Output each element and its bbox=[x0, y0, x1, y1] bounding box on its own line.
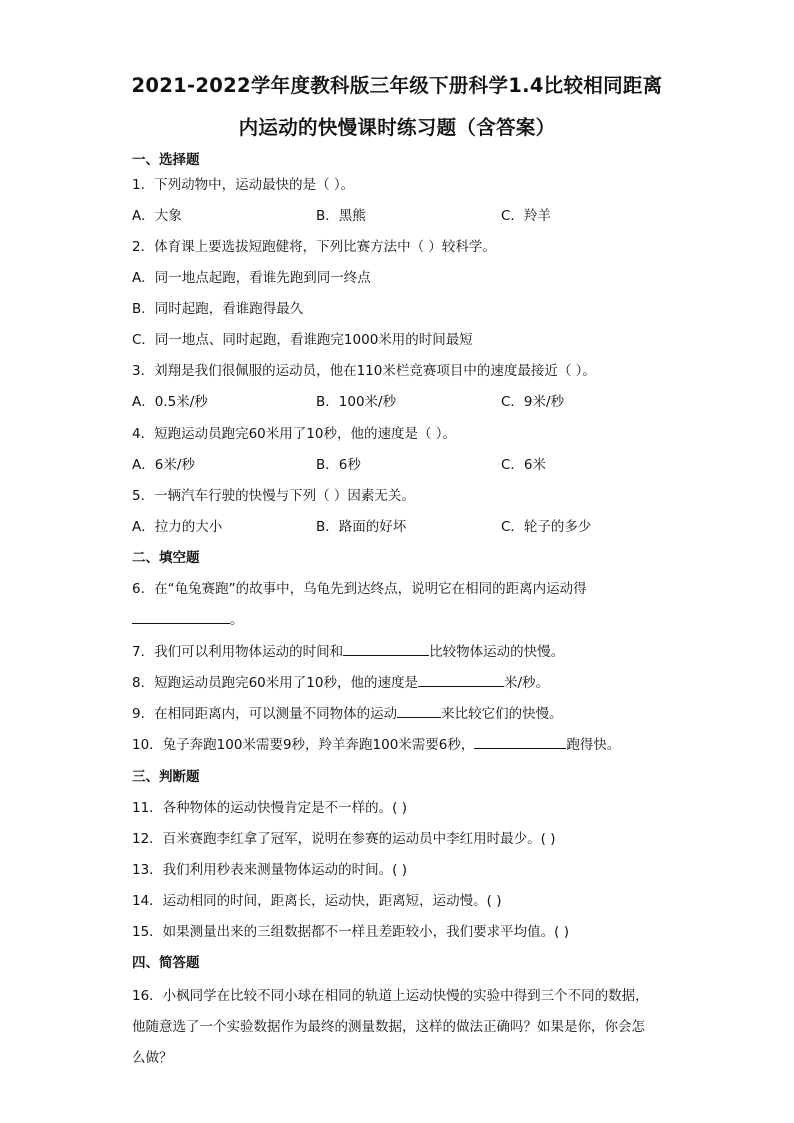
section-heading-fill: 二、填空题 bbox=[132, 550, 200, 566]
answer-blank[interactable] bbox=[132, 610, 230, 624]
q6-suffix: 。 bbox=[230, 612, 244, 628]
q1-option-b: B．黑熊 bbox=[316, 208, 366, 224]
answer-blank[interactable] bbox=[343, 642, 429, 656]
q5-option-c: C．轮子的多少 bbox=[501, 519, 592, 535]
q9-suffix: 来比较它们的快慢。 bbox=[441, 706, 563, 722]
q4-option-b: B．6秒 bbox=[316, 457, 361, 473]
q2-option-a: A．同一地点起跑，看谁先跑到同一终点 bbox=[132, 270, 371, 286]
q2-option-b: B．同时起跑，看谁跑得最久 bbox=[132, 301, 304, 317]
answer-blank[interactable] bbox=[397, 704, 441, 718]
question-14: 14．运动相同的时间，距离长，运动快，距离短，运动慢。( ) bbox=[132, 893, 502, 909]
page-title-line-1: 2021-2022学年度教科版三年级下册科学1.4比较相同距离 bbox=[131, 74, 663, 97]
q4-option-c: C．6米 bbox=[501, 457, 547, 473]
section-heading-short-answer: 四、简答题 bbox=[132, 955, 200, 971]
question-5: 5．一辆汽车行驶的快慢与下列（ ）因素无关。 bbox=[132, 488, 415, 504]
question-13: 13．我们利用秒表来测量物体运动的时间。( ) bbox=[132, 862, 408, 878]
section-heading-judge: 三、判断题 bbox=[132, 769, 200, 785]
question-9 bbox=[132, 702, 563, 722]
question-16-line-1: 16．小枫同学在比较不同小球在相同的轨道上运动快慢的实验中得到三个不同的数据， bbox=[132, 988, 649, 1004]
question-7 bbox=[132, 640, 564, 660]
q3-option-c: C．9米/秒 bbox=[501, 394, 565, 410]
question-16-line-3: 么做？ bbox=[132, 1050, 173, 1066]
question-12: 12．百米赛跑李红拿了冠军，说明在参赛的运动员中李红用时最少。( ) bbox=[132, 831, 556, 847]
q3-option-b: B．100米/秒 bbox=[316, 394, 397, 410]
question-8 bbox=[132, 671, 549, 691]
q8-prefix: 8．短跑运动员跑完60米用了10秒，他的速度是 bbox=[132, 675, 418, 691]
q10-suffix: 跑得快。 bbox=[566, 737, 621, 753]
question-16-line-2: 他随意选了一个实验数据作为最终的测量数据，这样的做法正确吗？如果是你，你会怎 bbox=[132, 1019, 645, 1035]
question-1: 1．下列动物中，运动最快的是（ ）。 bbox=[132, 177, 355, 193]
answer-blank[interactable] bbox=[474, 735, 566, 749]
question-6: 6．在“龟兔赛跑”的故事中，乌龟先到达终点，说明它在相同的距离内运动得 bbox=[132, 581, 587, 597]
q3-option-a: A．0.5米/秒 bbox=[132, 394, 208, 410]
q8-suffix: 米/秒。 bbox=[503, 675, 550, 691]
question-4: 4．短跑运动员跑完60米用了10秒，他的速度是（ ）。 bbox=[132, 426, 456, 442]
q2-option-c: C．同一地点、同时起跑，看谁跑完1000米用的时间最短 bbox=[132, 332, 473, 348]
q1-option-a: A．大象 bbox=[132, 208, 182, 224]
question-2: 2．体育课上要选拔短跑健将，下列比赛方法中（ ）较科学。 bbox=[132, 239, 496, 255]
question-3: 3．刘翔是我们很佩服的运动员，他在110米栏竞赛项目中的速度最接近（ ）。 bbox=[132, 363, 596, 379]
question-11: 11．各种物体的运动快慢肯定是不一样的。( ) bbox=[132, 800, 408, 816]
q1-option-c: C．羚羊 bbox=[501, 208, 551, 224]
q10-prefix: 10．兔子奔跑100米需要9秒，羚羊奔跑100米需要6秒， bbox=[132, 737, 475, 753]
question-6-answer-line bbox=[132, 608, 244, 628]
question-15: 15．如果测量出来的三组数据都不一样且差距较小，我们要求平均值。( ) bbox=[132, 924, 570, 940]
question-10 bbox=[132, 733, 620, 753]
q7-suffix: 比较物体运动的快慢。 bbox=[429, 644, 565, 660]
q7-prefix: 7．我们可以利用物体运动的时间和 bbox=[132, 644, 344, 660]
q4-option-a: A．6米/秒 bbox=[132, 457, 195, 473]
section-heading-choice: 一、选择题 bbox=[132, 152, 200, 168]
page-title-line-2: 内运动的快慢课时练习题（含答案） bbox=[238, 116, 556, 139]
answer-blank[interactable] bbox=[418, 673, 504, 687]
q5-option-a: A．拉力的大小 bbox=[132, 519, 223, 535]
q5-option-b: B．路面的好坏 bbox=[316, 519, 407, 535]
q9-prefix: 9．在相同距离内，可以测量不同物体的运动 bbox=[132, 706, 398, 722]
